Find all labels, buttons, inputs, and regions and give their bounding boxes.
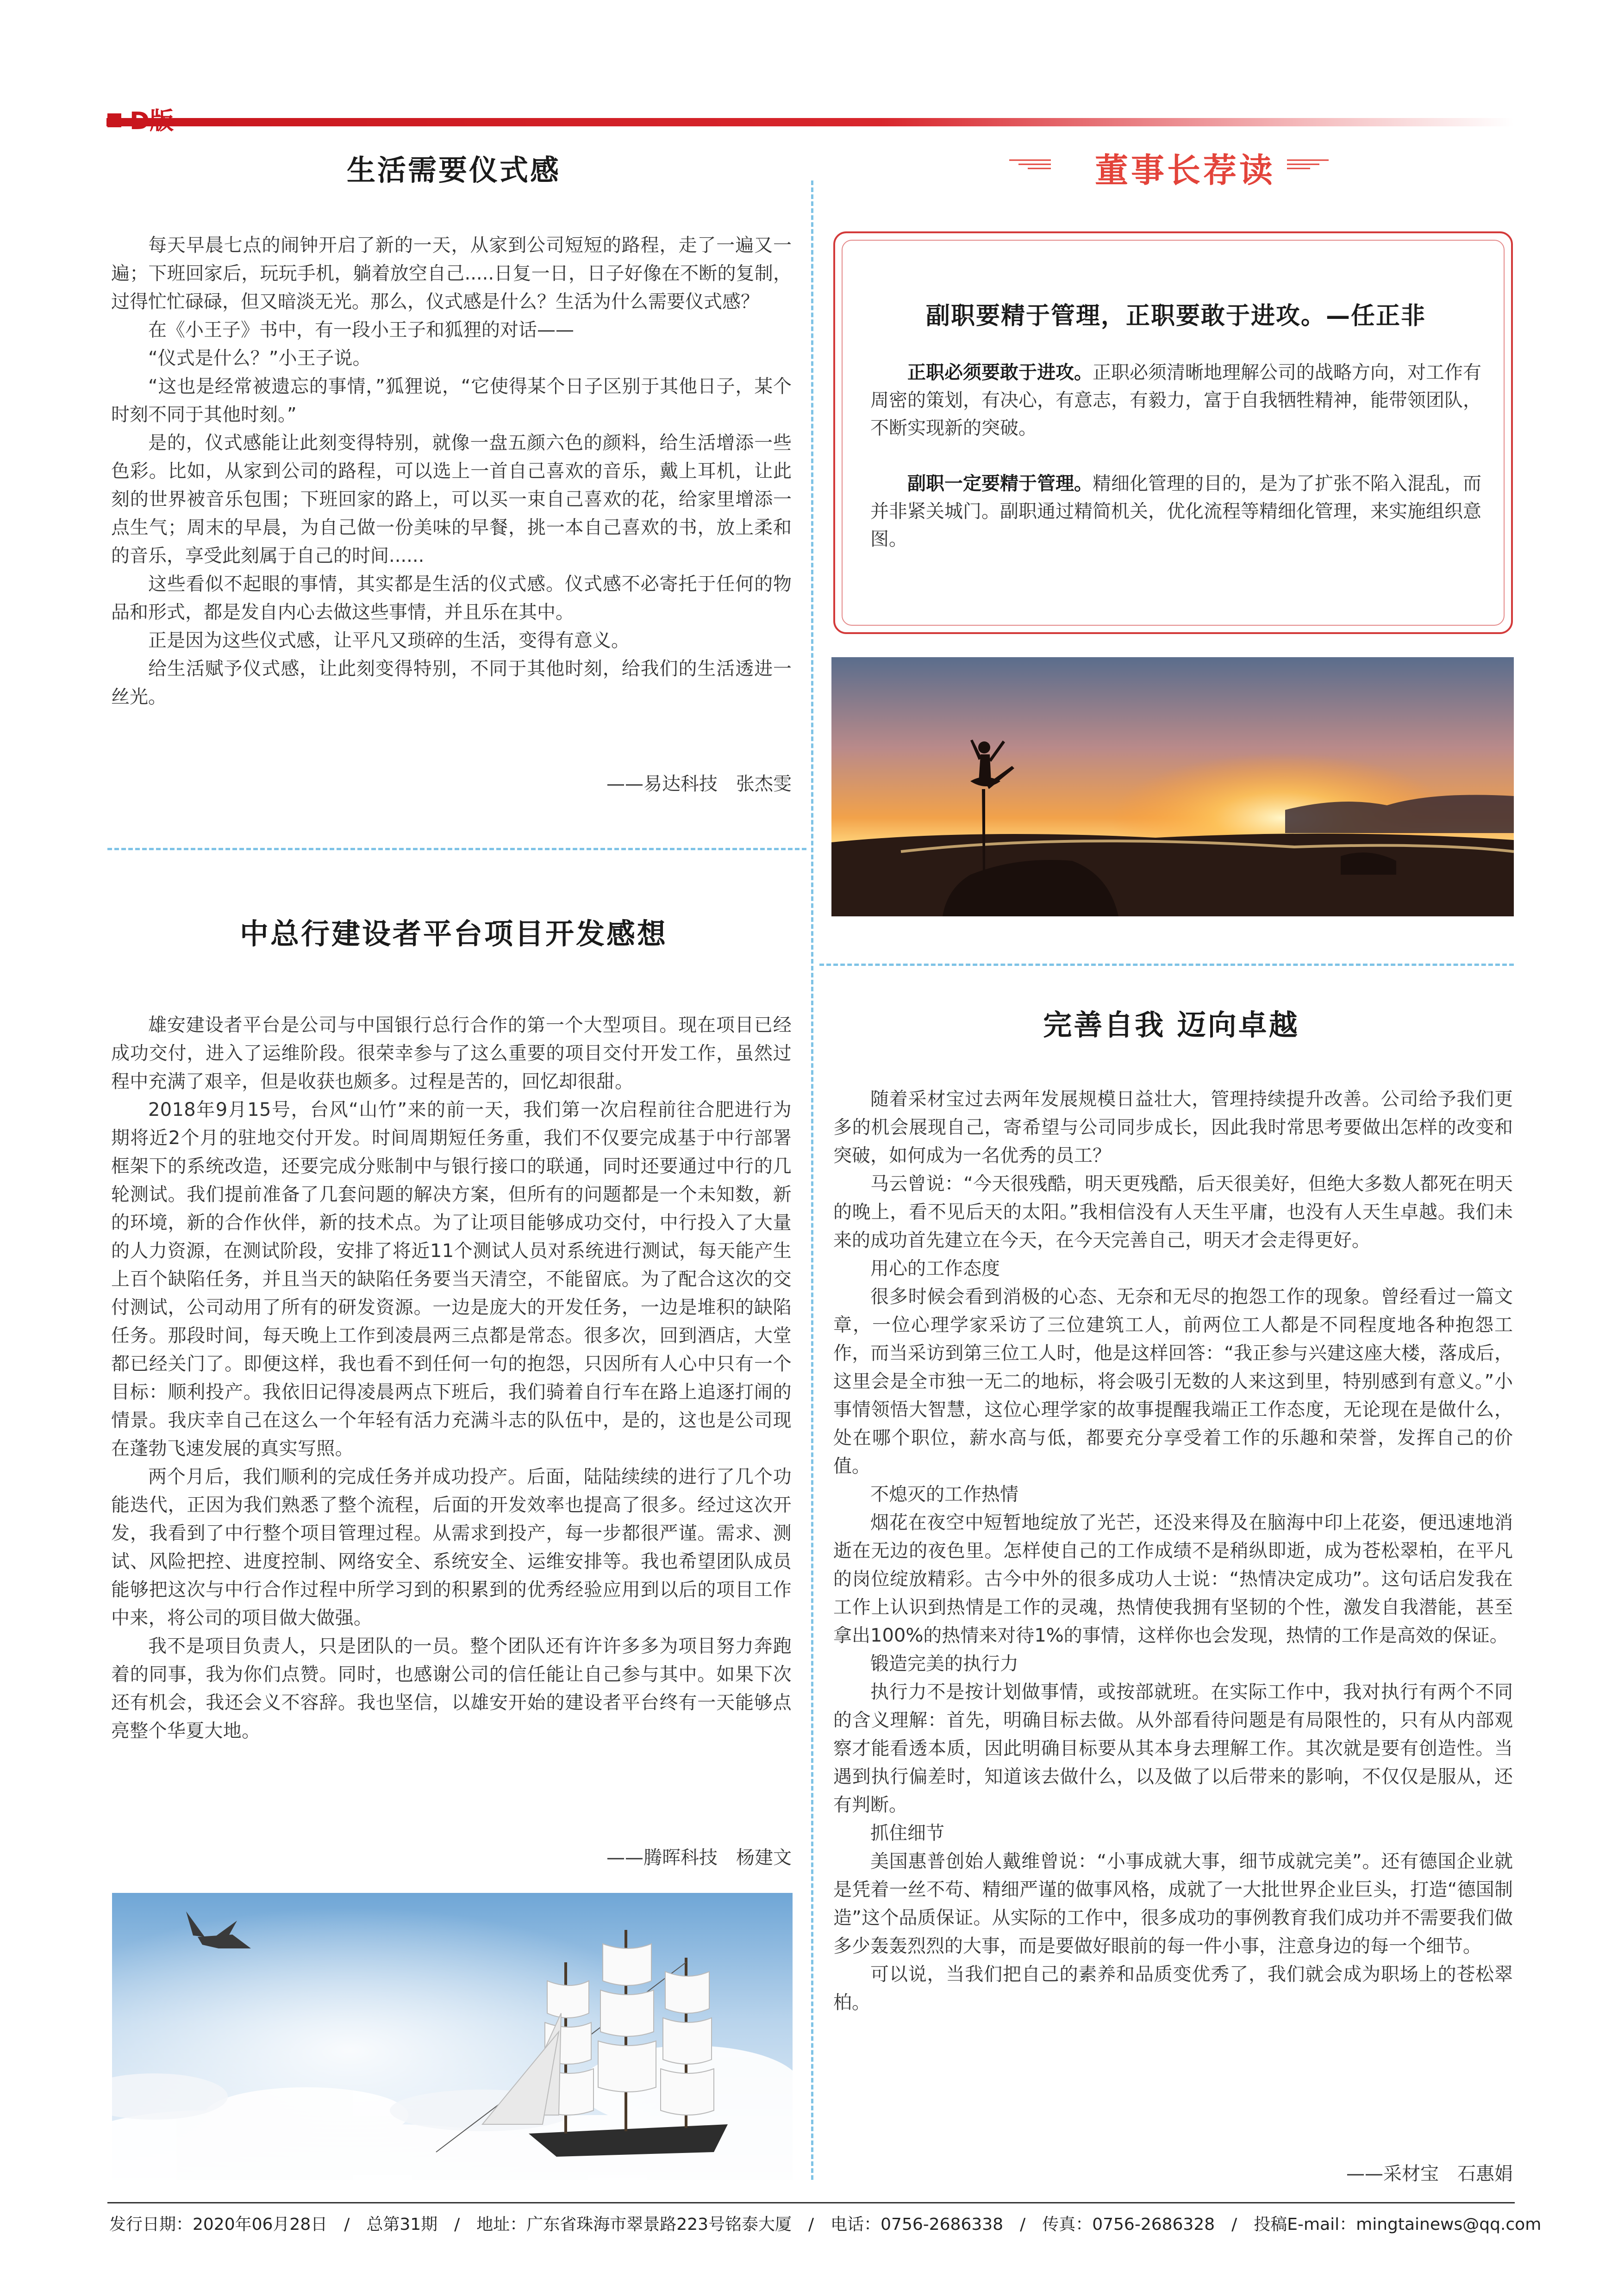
column-divider (811, 180, 813, 2180)
article3-body (833, 1085, 1513, 2017)
recommend-title: 董事长荐读 (1094, 151, 1275, 190)
article3-signature: ——采材宝 石惠娟 (1346, 2163, 1513, 2184)
ballerina-sunset-illustration (831, 657, 1514, 916)
article2-title: 中总行建设者平台项目开发感想 (239, 917, 668, 951)
section-subheading: 锻造完美的执行力 (870, 1653, 1018, 1674)
paragraph: 美国惠普创始人戴维曾说：“小事成就大事，细节成就完美”。还有德国企业就是凭着一丝不苟、精细严谨的做事风格，成就了一大批世界企业巨头，打造“德国制造”这个品质保证。从实际的工作中，很多成功的事例教育我们成功并不需要我们做多少轰轰烈烈的大事，而是要做好眼前的每一件小事，注意身边的每一个细节。 (833, 1851, 1513, 1957)
paragraph: 随着采材宝过去两年发展规模日益壮大，管理持续提升改善。公司给予我们更多的机会展现自己，寄希望与公司同步成长，因此我时常思考要做出怎样的改变和突破，如何成为一名优秀的员工？ (833, 1089, 1513, 1166)
paragraph: 可以说，当我们把自己的素养和品质变优秀了，我们就会成为职场上的苍松翠柏。 (833, 1964, 1513, 2013)
right-section-divider (819, 964, 1514, 966)
paragraph: 烟花在夜空中短暂地绽放了光芒，还没来得及在脑海中印上花姿，便迅速地消逝在无边的夜色里。怎样使自己的工作成绩不是稍纵即逝，成为苍松翠柏，在平凡的岗位绽放精彩。古今中外的很多成功人士说：“热情决定成功”。这句话启发我在工作上认识到热情是工作的灵魂，热情使我拥有坚韧的个性，激发自我潜能，甚至拿出100%的热情来对待1%的事情，这样你也会发现，热情的工作是高效的保证。 (833, 1512, 1513, 1646)
recommend-headline: 副职要精于管理，正职要敢于进攻。—任正非 (925, 302, 1426, 330)
paragraph: 每天早晨七点的闹钟开启了新的一天，从家到公司短短的路程，走了一遍又一遍；下班回家后，玩玩手机，躺着放空自己.....日复一日，日子好像在不断的复制，过得忙忙碌碌，但又暗淡无光。那么，仪式感是什么？生活为什么需要仪式感？ (111, 235, 792, 312)
paragraph: 我不是项目负责人，只是团队的一员。整个团队还有许许多多为项目努力奔跑着的同事，我为你们点赞。同时，也感谢公司的信任能让自己参与其中。如果下次还有机会，我还会义不容辞。我也坚信，以雄安开始的建设者平台终有一天能够点亮整个华夏大地。 (111, 1636, 792, 1742)
paragraph: 执行力不是按计划做事情，或按部就班。在实际工作中，我对执行有两个不同的含义理解：首先，明确目标去做。从外部看待问题是有局限性的，只有从内部观察才能看透本质，因此明确目标要从其本身去理解工作。其次就是要有创造性。当遇到执行偏差时，知道该去做什么，以及做了以后带来的影响，不仅仅是服从，还有判断。 (833, 1681, 1513, 1816)
sailing-ship-illustration (112, 1893, 793, 2180)
section-subheading: 抓住细节 (870, 1823, 944, 1844)
article2-body (111, 1011, 792, 1745)
sailing-ship-photo (112, 1893, 793, 2180)
paragraph: 雄安建设者平台是公司与中国银行总行合作的第一个大型项目。现在项目已经成功交付，进入了运维阶段。很荣幸参与了这么重要的项目交付开发工作，虽然过程中充满了艰辛，但是收获也颇多。过程是苦的，回忆却很甜。 (111, 1014, 792, 1092)
article2-signature: ——腾晖科技 杨建文 (606, 1847, 792, 1868)
paragraph: 两个月后，我们顺利的完成任务并成功投产。后面，陆陆续续的进行了几个功能迭代，正因为我们熟悉了整个流程，后面的开发效率也提高了很多。经过这次开发，我看到了中行整个项目管理过程。从需求到投产，每一步都很严谨。需求、测试、风险把控、进度控制、网络安全、系统安全、运维安排等。我也希望团队成员能够把这次与中行合作过程中所学习到的积累到的优秀经验应用到以后的项目工作中来，将公司的项目做大做强。 (111, 1466, 792, 1629)
header-rule (106, 118, 1514, 126)
paragraph: 2018年9月15号，台风“山竹”来的前一天，我们第一次启程前往合肥进行为期将近2个月的驻地交付开发。时间周期短任务重，我们不仅要完成基于中行部署框架下的系统改造，还要完成分账制中与银行接口的联通，同时还要通过中行的几轮测试。我们提前准备了几套问题的解决方案，但所有的问题都是一个未知数，新的环境，新的合作伙伴，新的技术点。为了让项目能够成功交付，中行投入了大量的人力资源，在测试阶段，安排了将近11个测试人员对系统进行测试，每天能产生上百个缺陷任务，并且当天的缺陷任务要当天清空，不能留底。为了配合这次的交付测试，公司动用了所有的研发资源。一边是庞大的开发任务，一边是堆积的缺陷任务。那段时间，每天晚上工作到凌晨两三点都是常态。很多次，回到酒店，大堂都已经关门了。即便这样，我也看不到任何一句的抱怨，只因所有人心中只有一个目标：顺利投产。我依旧记得凌晨两点下班后，我们骑着自行车在路上追逐打闹的情景。我庆幸自己在这么一个年轻有活力充满斗志的队伍中，是的，这也是公司现在蓬勃飞速发展的真实写照。 (111, 1099, 792, 1459)
recommend-item-text: 精细化管理的目的，是为了扩张不陷入混乱，而并非紧关城门。副职通过精简机关，优化流程等精细化管理，来实施组织意图。 (870, 473, 1481, 550)
article1-signature: ——易达科技 张杰雯 (606, 773, 792, 795)
paragraph: “仪式是什么？”小王子说。 (148, 348, 371, 369)
footer-rule (107, 2202, 1515, 2203)
paragraph: “这也是经常被遗忘的事情，”狐狸说，“它使得某个日子区别于其他日子，某个时刻不同于其他时刻。” (111, 376, 792, 425)
article1-body (111, 231, 792, 711)
recommend-item-lead: 副职一定要精于管理。 (907, 473, 1093, 494)
recommend-item (870, 470, 1481, 553)
footer-info: 发行日期：2020年06月28日 / 总第31期 / 地址：广东省珠海市翠景路223号铭泰大厦 / 电话：0756-2686338 / 传真：0756-2686328 / 投稿E-mail：mingtainews@qq.com (109, 2215, 1542, 2234)
paragraph: 是的，仪式感能让此刻变得特别，就像一盘五颜六色的颜料，给生活增添一些色彩。比如，从家到公司的路程，可以选上一首自己喜欢的音乐，戴上耳机，让此刻的世界被音乐包围；下班回家的路上，可以买一束自己喜欢的花，给家里增添一点生气；周末的早晨，为自己做一份美味的早餐，挑一本自己喜欢的书，放上柔和的音乐，享受此刻属于自己的时间...... (111, 432, 792, 566)
section-subheading: 不熄灭的工作热情 (870, 1484, 1018, 1505)
section-subheading: 用心的工作态度 (870, 1258, 1000, 1279)
recommend-body (870, 359, 1481, 581)
paragraph: 马云曾说：“今天很残酷，明天更残酷，后天很美好，但绝大多数人都死在明天的晚上，看不见后天的太阳。”我相信没有人天生平庸，也没有人天生卓越。我们未来的成功首先建立在今天，在今天完善自己，明天才会走得更好。 (833, 1173, 1513, 1251)
recommend-item (870, 359, 1481, 442)
title-ornament-right-icon (1287, 157, 1329, 171)
paragraph: 给生活赋予仪式感，让此刻变得特别，不同于其他时刻，给我们的生活透进一丝光。 (111, 658, 792, 708)
paragraph: 正是因为这些仪式感，让平凡又琐碎的生活，变得有意义。 (148, 630, 630, 651)
paragraph: 在《小王子》书中，有一段小王子和狐狸的对话—— (148, 319, 574, 341)
recommend-item-text: 正职必须清晰地理解公司的战略方向，对工作有周密的策划，有决心，有意志，有毅力，富于自我牺牲精神，能带领团队，不断实现新的突破。 (870, 362, 1481, 439)
paragraph: 这些看似不起眼的事情，其实都是生活的仪式感。仪式感不必寄托于任何的物品和形式，都是发自内心去做这些事情，并且乐在其中。 (111, 573, 792, 623)
article1-title: 生活需要仪式感 (346, 153, 561, 187)
article3-title: 完善自我 迈向卓越 (1043, 1008, 1299, 1042)
recommend-item-lead: 正职必须要敢于进攻。 (907, 362, 1093, 383)
left-section-divider (107, 848, 806, 850)
title-ornament-left-icon (1009, 157, 1051, 171)
ballerina-photo (831, 657, 1514, 916)
paragraph: 很多时候会看到消极的心态、无奈和无尽的抱怨工作的现象。曾经看过一篇文章，一位心理学家采访了三位建筑工人，前两位工人都是不同程度地各种抱怨工作，而当采访到第三位工人时，他是这样回答：“我正参与兴建这座大楼，落成后，这里会是全市独一无二的地标，将会吸引无数的人来这到里，特别感到有意义。”小事情领悟大智慧，这位心理学家的故事提醒我端正工作态度，无论现在是做什么，处在哪个职位，薪水高与低，都要充分享受着工作的乐趣和荣誉，发挥自己的价值。 (833, 1286, 1513, 1477)
